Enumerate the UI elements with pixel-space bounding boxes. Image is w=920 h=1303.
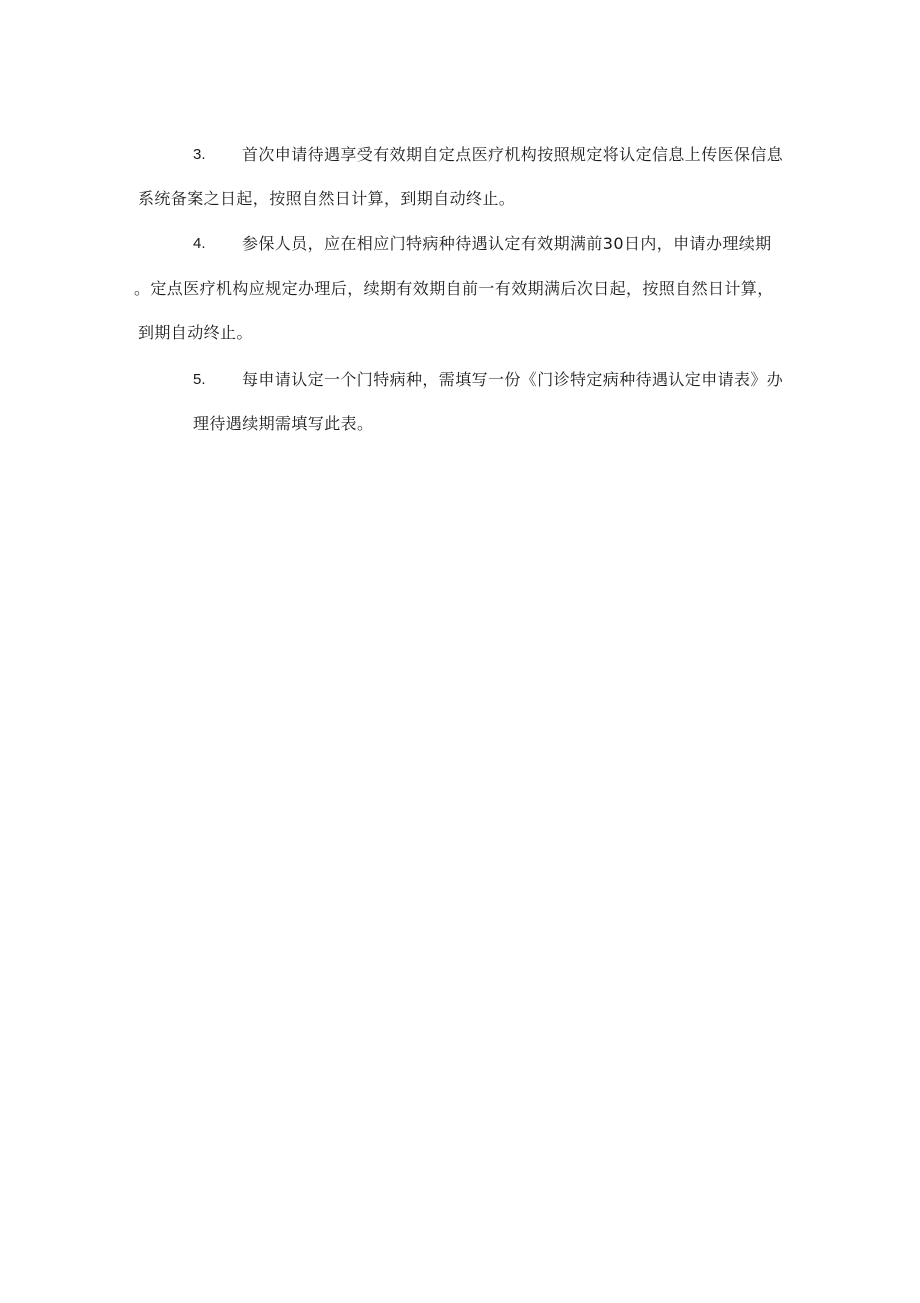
item-text-line: 系统备案之日起，按照自然日计算，到期自动终止。 — [138, 189, 516, 208]
item-text-line: 首次申请待遇享受有效期自定点医疗机构按照规定将认定信息上传医保信息 — [242, 145, 784, 164]
item-text-line: 理待遇续期需填写此表。 — [193, 414, 374, 433]
item-number: 3. — [193, 146, 206, 163]
item-number: 4. — [193, 235, 206, 252]
item-text-line: 。定点医疗机构应规定办理后，续期有效期自前一有效期满后次日起，按照自然日计算， — [134, 279, 774, 298]
item-text-line: 每申请认定一个门特病种，需填写一份《门诊特定病种待遇认定申请表》办 — [242, 370, 784, 389]
item-text-line: 到期自动终止。 — [138, 323, 253, 342]
item-number: 5. — [193, 371, 206, 388]
item-text-line: 参保人员，应在相应门特病种待遇认定有效期满前30日内，申请办理续期 — [242, 234, 772, 253]
